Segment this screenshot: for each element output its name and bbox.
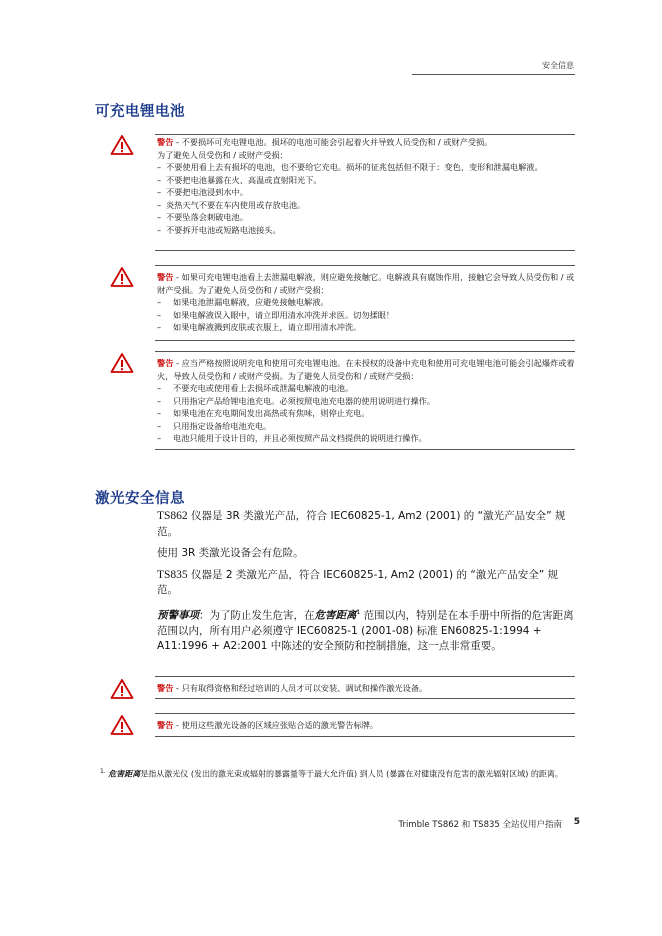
laser-warning-1-bottom-rule xyxy=(155,698,575,699)
laser-warning-2: 警告 - 使用这些激光设备的区域应张贴合适的激光警告标牌。 xyxy=(157,720,379,730)
laser-paragraph-2: 使用 3R 类激光设备会有危险。 xyxy=(157,547,304,559)
warning-2-bottom-rule xyxy=(155,340,575,341)
battery-section-title: 可充电锂电池 xyxy=(95,104,185,120)
header-rule xyxy=(412,74,575,75)
list-item: – 如果电池泄漏电解液，应避免接触电解液。 xyxy=(157,297,329,307)
footnote-text: 是指从激光仪 (发出的激光束或辐射的暴露量等于最大允许值) 到人员 (暴露在对健康没有危害的激光辐射区域) 的距离。 xyxy=(140,769,563,779)
warning-triangle-icon xyxy=(110,678,134,700)
list-item: – 只用指定设备给电池充电。 xyxy=(157,420,272,431)
warning-triangle-icon xyxy=(110,352,134,374)
list-item: – 如果电池在充电期间发出高热或有焦味，则停止充电。 xyxy=(157,408,370,418)
list-item: – 不要使用看上去有损坏的电池，也不要给它充电。损坏的征兆包括但不限于：变色、变形和泄漏电解液。 xyxy=(157,162,543,172)
battery-warning-2: 警告 - 如果可充电锂电池看上去泄漏电解液，则应避免接触它。电解液具有腐蚀作用，接触它会导致人员受伤和 / 或财产受损。为了避免人员受伤和 / 或财产受损： – 如果电池泄漏电解液，应避免接触电解液。 – 如果电解液误入眼中，请立即用清水冲洗并求医。切勿揉眼！ – 如果电解液溅到皮肤或衣服上，请立即用清水冲洗。 xyxy=(157,272,575,332)
footnote-number: 1. xyxy=(100,768,106,775)
list-item: – 如果电解液误入眼中，请立即用清水冲洗并求医。切勿揉眼！ xyxy=(157,309,395,320)
warning-intro: 为了避免人员受伤和 / 或财产受损： xyxy=(157,149,288,160)
list-item: – 不要把电池浸到水中。 xyxy=(157,187,248,197)
laser-warning-1-top-rule xyxy=(155,676,575,677)
warning-label: 警告 xyxy=(157,272,174,282)
laser-section-title: 激光安全信息 xyxy=(95,491,185,507)
running-header: 安全信息 xyxy=(542,61,574,70)
list-item: – 不要充电或使用看上去损坏或泄漏电解液的电池。 xyxy=(157,383,354,393)
warning-label: 警告 xyxy=(157,683,174,693)
laser-paragraph-4: 预警事项：为了防止发生危害，在危害距离$^1$ 范围以内，特别是在本手册中所指的危害距离范围以内，所有用户必须遵守 IEC60825-1 (2001-08) 标准 EN60825-1:1994 + A11:1996 + A2:2001 中陈述的安全预防和控制措施，这一点非常重要。 xyxy=(157,608,574,652)
warning-triangle-icon xyxy=(110,266,134,288)
warning-1-top-rule xyxy=(155,134,575,135)
warning-text: 使用这些激光设备的区域应张贴合适的激光警告标牌。 xyxy=(181,720,379,730)
laser-warning-2-top-rule xyxy=(155,713,575,714)
warning-triangle-icon xyxy=(110,134,134,156)
warning-3-bottom-rule xyxy=(155,449,575,450)
footnote-ref[interactable]: 1 xyxy=(356,608,361,616)
warning-2-top-rule xyxy=(155,265,575,266)
list-item: – 不要坠落会刺破电池。 xyxy=(157,212,248,222)
warning-3-top-rule xyxy=(155,351,575,352)
warning-label: 警告 xyxy=(157,720,174,730)
list-item: – 炎热天气不要在车内使用或存放电池。 xyxy=(157,199,306,210)
list-item: – 只用指定产品给锂电池充电。必须按照电池充电器的使用说明进行操作。 xyxy=(157,395,436,406)
warning-label: 警告 xyxy=(157,358,174,368)
warning-label: 警告 xyxy=(157,137,174,147)
list-item: – 如果电解液溅到皮肤或衣服上，请立即用清水冲洗。 xyxy=(157,322,362,332)
warning-triangle-icon xyxy=(110,714,134,736)
battery-warning-3: 警告 - 应当严格按照说明充电和使用可充电锂电池。在未授权的设备中充电和使用可充电锂电池可能会引起爆炸或着火，导致人员受伤和 / 或财产受损。为了避免人员受伤和 / 或财产受损： – 不要充电或使用看上去损坏或泄漏电解液的电池。 – 只用指定产品给锂电池充电。必须按照电池充电器的使用说明进行操作。 – 如果电池在充电期间发出高热或有焦味，则停止充电。 – 只用指定设备给电池充电。 – 电池只能用于设计目的，并且必须按照产品文档提供的说明进行操作。 xyxy=(157,358,575,443)
warning-text: 应当严格按照说明充电和使用可充电锂电池。在未授权的设备中充电和使用可充电锂电池可能会引起爆炸或着火，导致人员受伤和 / 或财产受损。为了避免人员受伤和 / 或财产受损： xyxy=(157,358,575,381)
laser-paragraph-3: TS835 仪器是 2 类激光产品，符合 IEC60825-1, Am2 (2001) 的 “激光产品安全” 规范。 xyxy=(157,568,559,596)
footnote-term: 危害距离 xyxy=(108,769,141,779)
warning-text: 只有取得资格和经过培训的人员才可以安装、调试和操作激光设备。 xyxy=(181,683,428,693)
list-item: – 电池只能用于设计目的，并且必须按照产品文档提供的说明进行操作。 xyxy=(157,433,427,443)
page-number: 5 xyxy=(573,817,580,827)
list-item: – 不要拆开电池或短路电池接头。 xyxy=(157,224,281,235)
laser-paragraph-1: TS862 仪器是 3R 类激光产品，符合 IEC60825-1, Am2 (2001) 的 “激光产品安全” 规范。 xyxy=(157,510,566,538)
laser-warning-2-bottom-rule xyxy=(155,736,575,737)
laser-warning-1: 警告 - 只有取得资格和经过培训的人员才可以安装、调试和操作激光设备。 xyxy=(157,683,428,693)
warning-text: 不要损坏可充电锂电池。损坏的电池可能会引起着火并导致人员受伤和 / 或财产受损。 xyxy=(181,137,493,147)
warning-text: 如果可充电锂电池看上去泄漏电解液，则应避免接触它。电解液具有腐蚀作用，接触它会导致人员受伤和 / 或财产受损。为了避免人员受伤和 / 或财产受损： xyxy=(157,272,575,295)
footer-title: Trimble TS862 和 TS835 全站仪用户指南 xyxy=(398,820,562,830)
list-item: – 不要把电池暴露在火、高温或直射阳光下。 xyxy=(157,174,322,185)
warning-1-bottom-rule xyxy=(155,250,575,251)
battery-warning-1: 警告 - 不要损坏可充电锂电池。损坏的电池可能会引起着火并导致人员受伤和 / 或财产受损。 为了避免人员受伤和 / 或财产受损： – 不要使用看上去有损坏的电池，也不要给它充电。损坏的征兆包括但不限于：变色、变形和泄漏电解液。 – 不要把电池暴露在火、高温或直射阳光下。 – 不要把电池浸到水中。 – 炎热天气不要在车内使用或存放电池。 – 不要坠落会刺破电池。 – 不要拆开电池或短路电池接头。 xyxy=(157,136,575,236)
laser-body xyxy=(157,509,575,661)
footnote xyxy=(100,766,570,781)
